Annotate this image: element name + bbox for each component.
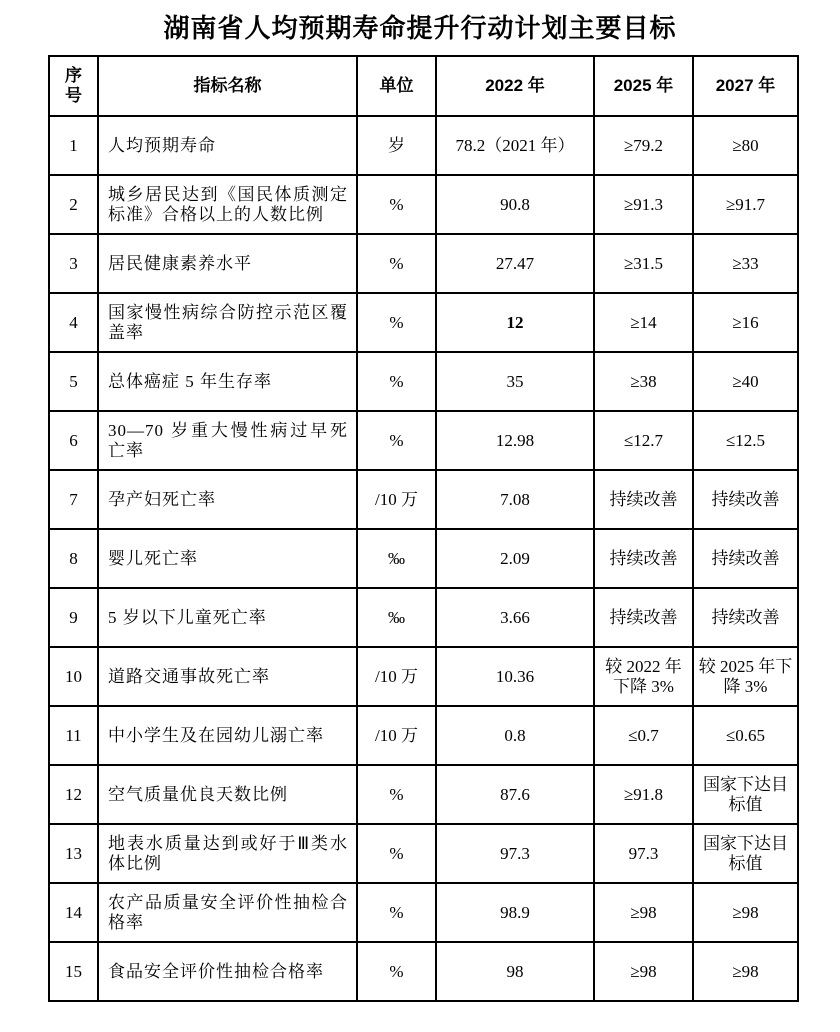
cell-unit: % xyxy=(357,234,436,293)
cell-row-number: 5 xyxy=(49,352,98,411)
table-row xyxy=(49,942,798,1001)
cell-value-2022: 98 xyxy=(436,942,594,1001)
cell-value-2027: ≥16 xyxy=(693,293,798,352)
cell-value-2025: ≤12.7 xyxy=(594,411,693,470)
cell-row-number: 9 xyxy=(49,588,98,647)
cell-indicator-name: 30—70 岁重大慢性病过早死亡率 xyxy=(98,411,357,470)
cell-indicator-name: 道路交通事故死亡率 xyxy=(98,647,357,706)
table-row xyxy=(49,824,798,883)
goals-table xyxy=(48,55,799,1002)
col-header-2027: 2027 年 xyxy=(693,56,798,116)
cell-value-2022: 3.66 xyxy=(436,588,594,647)
cell-indicator-name: 孕产妇死亡率 xyxy=(98,470,357,529)
cell-value-2022: 10.36 xyxy=(436,647,594,706)
cell-value-2025: ≥91.3 xyxy=(594,175,693,234)
cell-value-2027: ≥98 xyxy=(693,883,798,942)
cell-indicator-name: 地表水质量达到或好于Ⅲ类水体比例 xyxy=(98,824,357,883)
col-header-2025: 2025 年 xyxy=(594,56,693,116)
cell-value-2025: ≥38 xyxy=(594,352,693,411)
cell-value-2027: 持续改善 xyxy=(693,529,798,588)
cell-unit: % xyxy=(357,352,436,411)
cell-indicator-name: 总体癌症 5 年生存率 xyxy=(98,352,357,411)
cell-row-number: 2 xyxy=(49,175,98,234)
table-row xyxy=(49,116,798,175)
cell-value-2022: 90.8 xyxy=(436,175,594,234)
cell-unit: % xyxy=(357,293,436,352)
cell-value-2027: ≥91.7 xyxy=(693,175,798,234)
cell-value-2027: 国家下达目标值 xyxy=(693,824,798,883)
cell-unit: % xyxy=(357,411,436,470)
cell-indicator-name: 国家慢性病综合防控示范区覆盖率 xyxy=(98,293,357,352)
table-row xyxy=(49,411,798,470)
cell-unit: % xyxy=(357,765,436,824)
cell-row-number: 8 xyxy=(49,529,98,588)
col-header-indicator: 指标名称 xyxy=(98,56,357,116)
cell-unit: % xyxy=(357,175,436,234)
cell-row-number: 3 xyxy=(49,234,98,293)
table-body xyxy=(49,116,798,1001)
cell-value-2027: ≥80 xyxy=(693,116,798,175)
cell-indicator-name: 空气质量优良天数比例 xyxy=(98,765,357,824)
cell-row-number: 15 xyxy=(49,942,98,1001)
table-row xyxy=(49,234,798,293)
cell-value-2022: 0.8 xyxy=(436,706,594,765)
cell-unit: ‰ xyxy=(357,529,436,588)
cell-value-2027: 较 2025 年下降 3% xyxy=(693,647,798,706)
cell-value-2022: 97.3 xyxy=(436,824,594,883)
cell-value-2022: 7.08 xyxy=(436,470,594,529)
col-header-2022: 2022 年 xyxy=(436,56,594,116)
cell-value-2027: 持续改善 xyxy=(693,470,798,529)
col-header-unit: 单位 xyxy=(357,56,436,116)
table-row xyxy=(49,470,798,529)
cell-value-2027: 国家下达目标值 xyxy=(693,765,798,824)
cell-unit: /10 万 xyxy=(357,706,436,765)
cell-indicator-name: 中小学生及在园幼儿溺亡率 xyxy=(98,706,357,765)
cell-value-2027: ≥98 xyxy=(693,942,798,1001)
cell-value-2025: 持续改善 xyxy=(594,529,693,588)
cell-unit: ‰ xyxy=(357,588,436,647)
cell-unit: /10 万 xyxy=(357,647,436,706)
table-row xyxy=(49,529,798,588)
cell-value-2022: 12.98 xyxy=(436,411,594,470)
cell-value-2025: 97.3 xyxy=(594,824,693,883)
table-row xyxy=(49,706,798,765)
header-row xyxy=(49,56,798,116)
cell-value-2022: 98.9 xyxy=(436,883,594,942)
cell-unit: 岁 xyxy=(357,116,436,175)
cell-value-2022: 12 xyxy=(436,293,594,352)
table-row xyxy=(49,765,798,824)
table-header xyxy=(49,56,798,116)
cell-row-number: 14 xyxy=(49,883,98,942)
cell-unit: % xyxy=(357,942,436,1001)
table-row xyxy=(49,293,798,352)
cell-value-2022: 27.47 xyxy=(436,234,594,293)
table-row xyxy=(49,175,798,234)
cell-row-number: 11 xyxy=(49,706,98,765)
cell-indicator-name: 婴儿死亡率 xyxy=(98,529,357,588)
table-row xyxy=(49,588,798,647)
cell-value-2027: ≤0.65 xyxy=(693,706,798,765)
cell-row-number: 7 xyxy=(49,470,98,529)
cell-value-2022: 35 xyxy=(436,352,594,411)
cell-row-number: 1 xyxy=(49,116,98,175)
cell-value-2022: 2.09 xyxy=(436,529,594,588)
cell-value-2025: 持续改善 xyxy=(594,588,693,647)
cell-value-2025: ≥91.8 xyxy=(594,765,693,824)
cell-value-2025: ≥98 xyxy=(594,883,693,942)
cell-indicator-name: 食品安全评价性抽检合格率 xyxy=(98,942,357,1001)
cell-indicator-name: 农产品质量安全评价性抽检合格率 xyxy=(98,883,357,942)
table-row xyxy=(49,352,798,411)
cell-indicator-name: 人均预期寿命 xyxy=(98,116,357,175)
cell-unit: % xyxy=(357,883,436,942)
cell-value-2022: 87.6 xyxy=(436,765,594,824)
page-title: 湖南省人均预期寿命提升行动计划主要目标 xyxy=(163,13,677,43)
cell-indicator-name: 5 岁以下儿童死亡率 xyxy=(98,588,357,647)
cell-value-2027: ≥40 xyxy=(693,352,798,411)
cell-value-2025: ≤0.7 xyxy=(594,706,693,765)
cell-row-number: 4 xyxy=(49,293,98,352)
cell-value-2025: 持续改善 xyxy=(594,470,693,529)
cell-value-2025: ≥79.2 xyxy=(594,116,693,175)
cell-value-2025: ≥31.5 xyxy=(594,234,693,293)
cell-indicator-name: 城乡居民达到《国民体质测定标准》合格以上的人数比例 xyxy=(98,175,357,234)
table-row xyxy=(49,647,798,706)
col-header-no: 序号 xyxy=(49,56,98,116)
cell-row-number: 10 xyxy=(49,647,98,706)
cell-row-number: 6 xyxy=(49,411,98,470)
table-row xyxy=(49,883,798,942)
cell-unit: /10 万 xyxy=(357,470,436,529)
cell-value-2027: ≤12.5 xyxy=(693,411,798,470)
cell-value-2022: 78.2（2021 年） xyxy=(436,116,594,175)
cell-row-number: 12 xyxy=(49,765,98,824)
cell-unit: % xyxy=(357,824,436,883)
cell-row-number: 13 xyxy=(49,824,98,883)
cell-value-2025: ≥98 xyxy=(594,942,693,1001)
cell-value-2027: 持续改善 xyxy=(693,588,798,647)
cell-value-2025: ≥14 xyxy=(594,293,693,352)
cell-indicator-name: 居民健康素养水平 xyxy=(98,234,357,293)
cell-value-2025: 较 2022 年下降 3% xyxy=(594,647,693,706)
cell-value-2027: ≥33 xyxy=(693,234,798,293)
